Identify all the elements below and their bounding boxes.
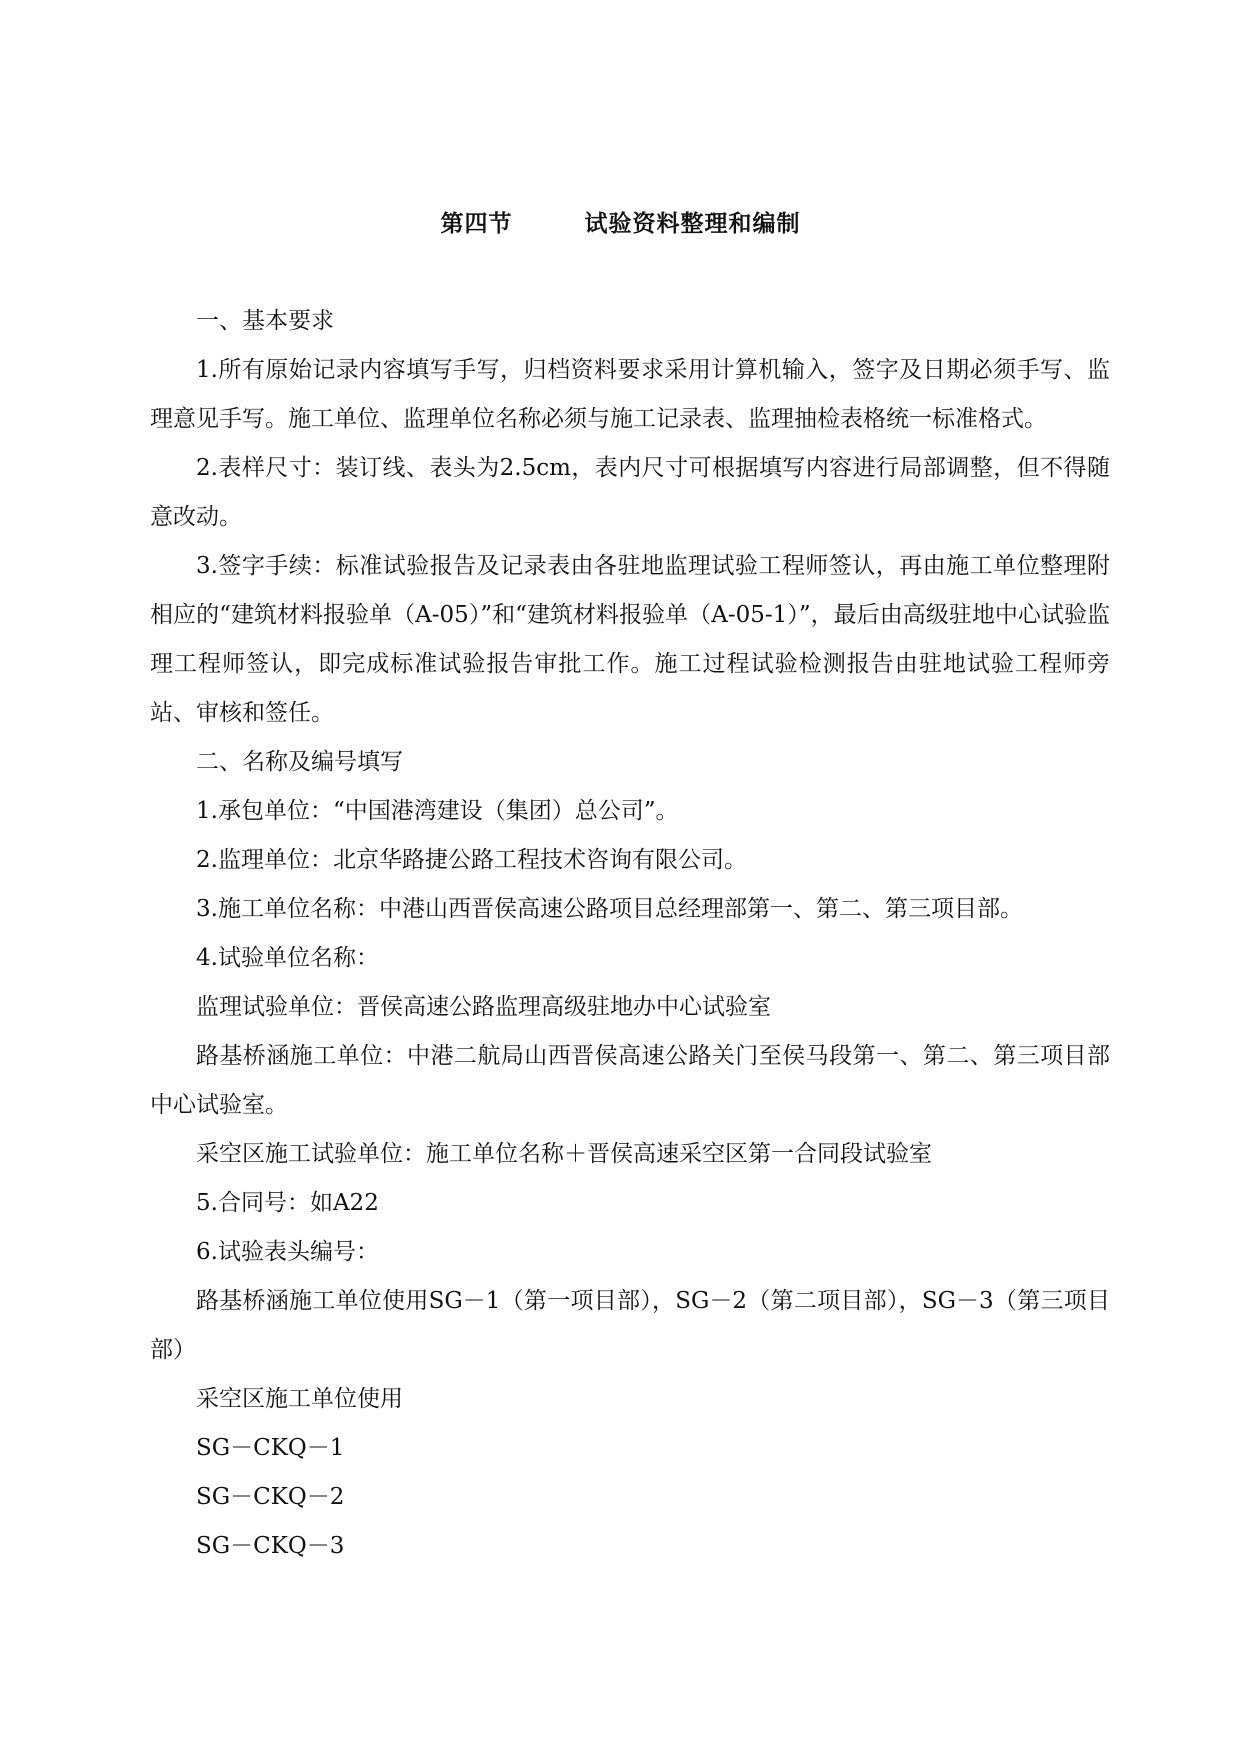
paragraph-contractor: 1.承包单位：“中国港湾建设（集团）总公司”。 [196,798,679,824]
paragraph-supervisor: 2.监理单位：北京华路捷公路工程技术咨询有限公司。 [196,847,747,873]
paragraph-form-size: 2.表样尺寸：装订线、表头为2.5cm，表内尺寸可根据填写内容进行局部调整，但不得随意改动。 [150,455,1110,530]
paragraph-goaf-lab: 采空区施工试验单位：施工单位名称＋晋侯高速采空区第一合同段试验室 [196,1141,932,1167]
paragraph-construction-unit: 3.施工单位名称：中港山西晋侯高速公路项目总经理部第一、第二、第三项目部。 [196,896,1023,922]
paragraph-records: 1.所有原始记录内容填写手写，归档资料要求采用计算机输入，签字及日期必须手写、监理意见手写。施工单位、监理单位名称必须与施工记录表、监理抽检表格统一标准格式。 [150,357,1110,432]
paragraph-roadbed-codes: 路基桥涵施工单位使用SG－1（第一项目部），SG－2（第二项目部），SG－3（第三项目部） [150,1288,1110,1363]
paragraph-goaf-usage: 采空区施工单位使用 [196,1386,403,1412]
section-title: 试验资料整理和编制 [584,211,801,237]
code-line-2: SG－CKQ－2 [196,1484,345,1510]
paragraph-roadbed-lab: 路基桥涵施工单位：中港二航局山西晋侯高速公路关门至侯马段第一、第二、第三项目部中心试验室。 [150,1043,1110,1118]
section-heading [0,205,1241,238]
paragraph-contract-number: 5.合同号：如A22 [196,1190,379,1216]
code-line-1: SG－CKQ－1 [196,1435,345,1461]
heading-basic-requirements: 一、基本要求 [196,308,334,334]
heading-names-numbering: 二、名称及编号填写 [196,749,403,775]
paragraph-supervision-lab: 监理试验单位：晋侯高速公路监理高级驻地办中心试验室 [196,994,771,1020]
paragraph-signatures: 3.签字手续：标准试验报告及记录表由各驻地监理试验工程师签认，再由施工单位整理附相应的“建筑材料报验单（A-05）”和“建筑材料报验单（A-05-1）”，最后由高级驻地中心试验监理工程师签认，即完成标准试验报告审批工作。施工过程试验检测报告由驻地试验工程师旁站、审核和签任。 [150,553,1110,726]
section-label: 第四节 [440,211,513,237]
document-body [150,297,1110,1571]
paragraph-test-unit-heading: 4.试验单位名称： [196,945,379,971]
code-line-3: SG－CKQ－3 [196,1533,345,1559]
paragraph-header-numbering: 6.试验表头编号： [196,1239,379,1265]
